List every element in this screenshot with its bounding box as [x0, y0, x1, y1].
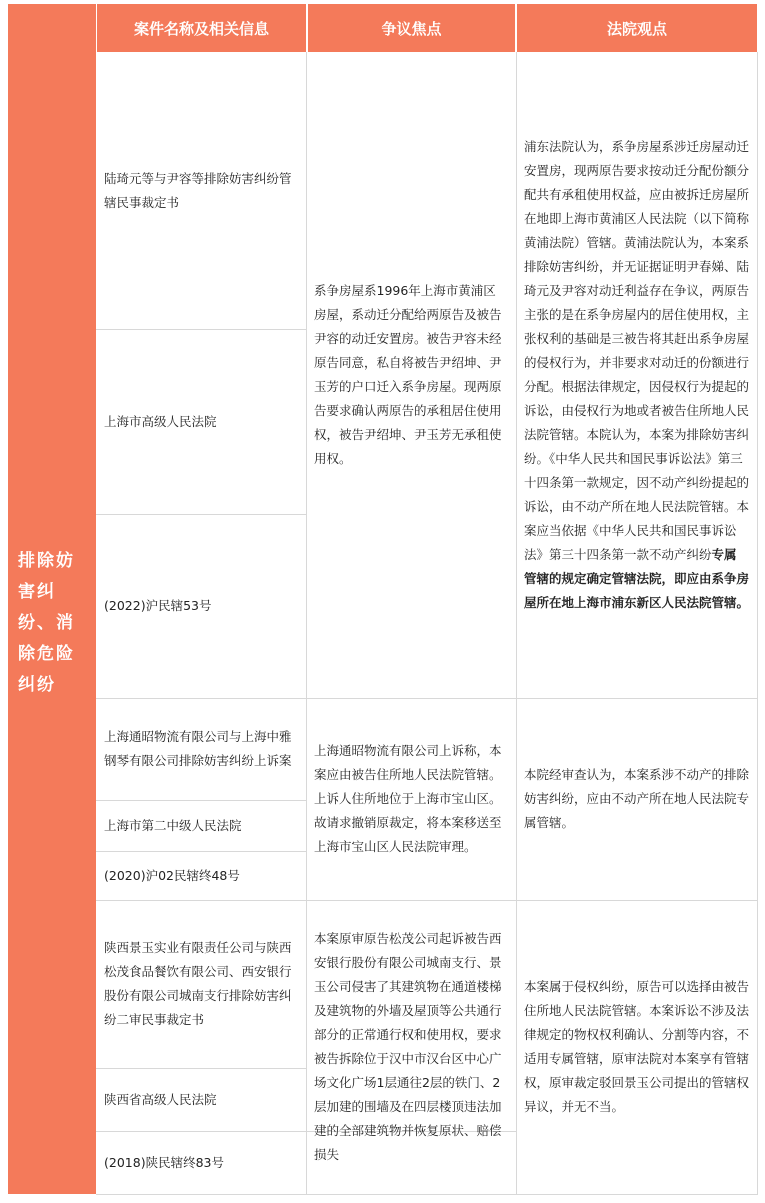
- court-opinion-text: [524, 135, 749, 615]
- case-1-court-cell: [96, 329, 306, 514]
- case-3-court-cell: [96, 1068, 306, 1131]
- header-corner: [8, 4, 96, 52]
- case-name: 上海通昭物流有限公司与上海中雅钢琴有限公司排除妨害纠纷上诉案: [104, 729, 292, 768]
- case-3-issue-cell: [306, 900, 516, 1194]
- case-name: 陕西景玉实业有限责任公司与陕西松茂食品餐饮有限公司、西安银行股份有限公司城南支行排除妨害纠纷二审民事裁定书: [104, 940, 292, 1027]
- case-number: (2022)沪民辖53号: [104, 598, 212, 613]
- case-number: (2020)沪02民辖终48号: [104, 867, 240, 883]
- case-3-name-cell: [96, 900, 306, 1068]
- header-case-info: 案件名称及相关信息: [97, 4, 306, 52]
- case-2-name-cell: [96, 698, 306, 800]
- opinion-regular: 浦东法院认为，系争房屋系涉迁房屋动迁安置房，现两原告要求按动迁分配份额分配共有承租使用权益，应由被拆迁房屋所在地即上海市黄浦区人民法院（以下简称黄浦法院）管辖。黄浦法院认为，本案系排除妨害纠纷，并无证据证明尹春娣、陆琦元及尹容对动迁利益存在争议，两原告主张的是在系争房屋内的居住使用权，主张权利的基础是三被告将其赶出系争房屋的侵权行为，并非要求对动迁的份额进行分配。根据法律规定，因侵权行为提起的诉讼，由侵权行为地或者被告住所地人民法院管辖。本院认为，本案为排除妨害纠纷。《中华人民共和国民事诉讼法》第三十四条第一款规定，因不动产纠纷提起的诉讼，由不动产所在地人民法院管辖。本案应当依据《中华人民共和国民事诉讼法》第三十四条第一款不动产纠纷: [524, 139, 750, 562]
- dispute-focus-text: 系争房屋系1996年上海市黄浦区房屋，系动迁分配给两原告及被告尹容的动迁安置房。被告尹容未经原告同意，私自将被告尹绍坤、尹玉芳的户口迁入系争房屋。现两原告要求确认两原告的承租居住使用权，被告尹绍坤、尹玉芳无承租使用权。: [314, 283, 502, 466]
- case-3-opinion-cell: [516, 900, 757, 1194]
- category-label: 排除妨害纠纷、消除危险纠纷: [18, 550, 75, 695]
- case-name: 陆琦元等与尹容等排除妨害纠纷管辖民事裁定书: [104, 170, 292, 210]
- court-opinion-text: 本院经审查认为，本案系涉不动产的排除妨害纠纷，应由不动产所在地人民法院专属管辖。: [524, 767, 750, 830]
- category-cell: [8, 52, 96, 1194]
- court-name: 陕西省高级人民法院: [104, 1091, 217, 1107]
- dispute-focus-text: 本案原审原告松茂公司起诉被告西安银行股份有限公司城南支行、景玉公司侵害了其建筑物在通道楼梯及建筑物的外墙及屋顶等公共通行部分的正常通行权和使用权，要求被告拆除位于汉中市汉台区中心广场文化广场1层通往2层的铁门、2层加建的围墙及在四层楼顶违法加建的全部建筑物并恢复原状、赔偿损失: [314, 931, 502, 1162]
- case-1-opinion-cell: [516, 52, 757, 698]
- case-1-issue-cell: [306, 52, 516, 698]
- header-dispute-focus: 争议焦点: [308, 4, 515, 52]
- case-2-court-cell: [96, 800, 306, 851]
- case-2-issue-cell: [306, 698, 516, 900]
- case-2-opinion-cell: [516, 698, 757, 900]
- case-3-number-cell: [96, 1131, 306, 1194]
- case-1-name-cell: [96, 52, 306, 329]
- court-opinion-text: 本案属于侵权纠纷，原告可以选择由被告住所地人民法院管辖。本案诉讼不涉及法律规定的物权权利确认、分割等内容，不适用专属管辖，原审法院对本案享有管辖权，原审裁定驳回景玉公司提出的管辖权异议，并无不当。: [524, 979, 750, 1114]
- opinion-bold: 专属管辖的规定确定管辖法院，即应由系争房屋所在地上海市浦东新区人民法院管辖。: [524, 547, 750, 610]
- case-number: (2018)陕民辖终83号: [104, 1154, 224, 1170]
- header-court-opinion: 法院观点: [517, 4, 757, 52]
- case-1-number-cell: [96, 514, 306, 698]
- dispute-focus-text: 上海通昭物流有限公司上诉称，本案应由被告住所地人民法院管辖。上诉人住所地位于上海市宝山区。故请求撤销原裁定，将本案移送至上海市宝山区人民法院审理。: [314, 743, 502, 854]
- court-name: 上海市第二中级人民法院: [104, 817, 242, 833]
- case-2-number-cell: [96, 851, 306, 900]
- court-name: 上海市高级人民法院: [104, 413, 217, 429]
